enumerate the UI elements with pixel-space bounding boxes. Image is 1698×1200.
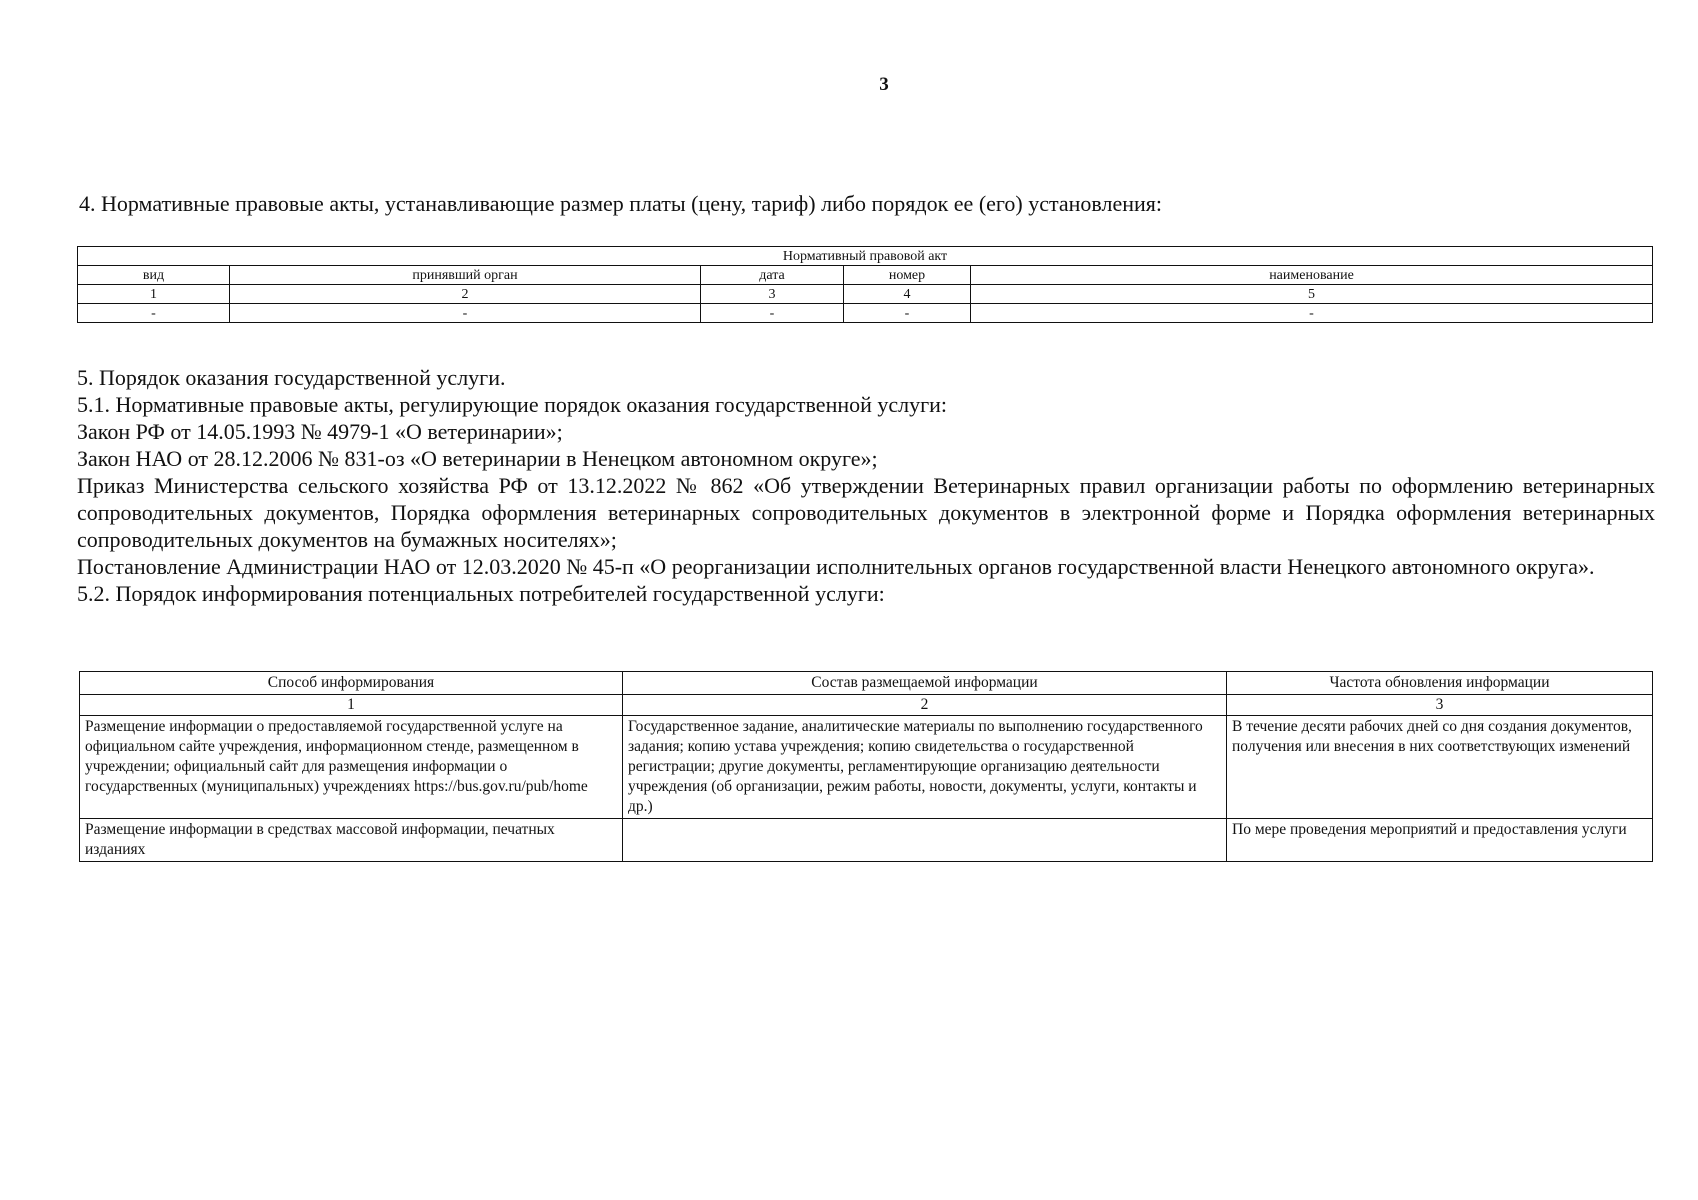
info-col-number: 1 <box>80 695 623 716</box>
acts-cell: - <box>230 304 701 323</box>
info-col-header: Способ информирования <box>80 672 623 695</box>
page-number: 3 <box>879 74 889 95</box>
acts-col-number: 1 <box>78 285 230 304</box>
info-content-cell <box>623 819 1227 862</box>
acts-cell: - <box>971 304 1653 323</box>
info-col-number: 3 <box>1227 695 1653 716</box>
acts-col-header: вид <box>78 266 230 285</box>
acts-col-number: 5 <box>971 285 1653 304</box>
acts-col-number: 2 <box>230 285 701 304</box>
section-5-2-subtitle: 5.2. Порядок информирования потенциальных потребителей государственной услуги: <box>77 581 885 606</box>
informing-table <box>79 671 1653 862</box>
legal-act: Закон РФ от 14.05.1993 № 4979-1 «О ветеринарии»; <box>77 419 563 444</box>
normative-acts-table <box>77 246 1653 323</box>
section-5 <box>77 364 1655 607</box>
legal-act: Постановление Администрации НАО от 12.03.2020 № 45-п «О реорганизации исполнительных органов государственной власти Ненецкого автономного округа». <box>77 554 1595 579</box>
acts-cell: - <box>701 304 844 323</box>
section-4-heading: 4. Нормативные правовые акты, устанавливающие размер платы (цену, тариф) либо порядок ее (его) установления: <box>79 191 1163 216</box>
acts-group-header: Нормативный правовой акт <box>78 247 1653 266</box>
info-col-header: Частота обновления информации <box>1227 672 1653 695</box>
legal-act: Приказ Министерства сельского хозяйства РФ от 13.12.2022 № 862 «Об утверждении Ветеринарных правил организации работы по оформлению ветеринарных сопроводительных документов, Порядка оформления ветеринарных сопроводительных документов в электронной форме и Порядка оформления ветеринарных сопроводительных документов на бумажных носителях»; <box>77 473 1655 552</box>
section-5-1-subtitle: 5.1. Нормативные правовые акты, регулирующие порядок оказания государственной услуги: <box>77 392 948 417</box>
info-method-cell: Размещение информации в средствах массовой информации, печатных изданиях <box>80 819 623 862</box>
info-frequency-cell: В течение десяти рабочих дней со дня создания документов, получения или внесения в них соответствующих изменений <box>1227 716 1653 819</box>
acts-cell: - <box>78 304 230 323</box>
acts-col-header: наименование <box>971 266 1653 285</box>
table-row <box>80 716 1653 819</box>
info-frequency-cell: По мере проведения мероприятий и предоставления услуги <box>1227 819 1653 862</box>
info-col-header: Состав размещаемой информации <box>623 672 1227 695</box>
table-row <box>78 304 1653 323</box>
info-method-cell: Размещение информации о предоставляемой государственной услуге на официальном сайте учреждения, информационном стенде, размещенном в учреждении; официальный сайт для размещения информации о государственных (муниципальных) учреждениях https://bus.gov.ru/pub/home <box>80 716 623 819</box>
acts-cell: - <box>844 304 971 323</box>
acts-col-number: 3 <box>701 285 844 304</box>
acts-col-header: дата <box>701 266 844 285</box>
table-row <box>80 819 1653 862</box>
acts-col-header: номер <box>844 266 971 285</box>
info-content-cell: Государственное задание, аналитические материалы по выполнению государственного задания; копию устава учреждения; копию свидетельства о государственной регистрации; другие документы, регламентирующие организацию деятельности учреждения (об организации, режим работы, новости, документы, услуги, контакты и др.) <box>623 716 1227 819</box>
section-5-title: 5. Порядок оказания государственной услуги. <box>77 365 506 390</box>
acts-col-header: принявший орган <box>230 266 701 285</box>
info-col-number: 2 <box>623 695 1227 716</box>
legal-act: Закон НАО от 28.12.2006 № 831-оз «О ветеринарии в Ненецком автономном округе»; <box>77 446 878 471</box>
acts-col-number: 4 <box>844 285 971 304</box>
